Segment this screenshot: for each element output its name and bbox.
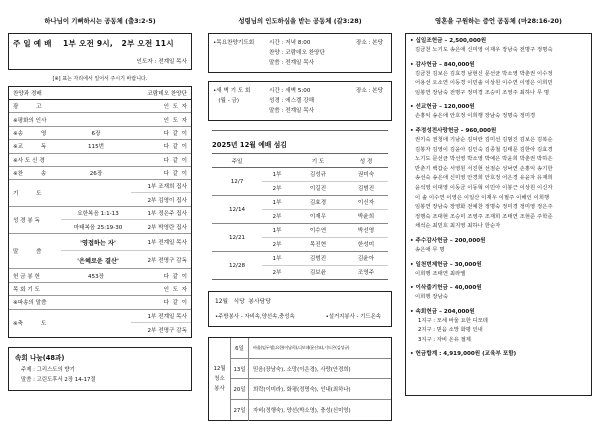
offering-section	[410, 37, 587, 56]
order-performer: 인 도 자	[163, 104, 187, 111]
kitchen-duty-box	[208, 291, 392, 327]
offering-names: 노기도 문선균 박선영 박소영 박예은 박윤희 박춘권 박하은	[415, 156, 553, 163]
offering-title: • 주수감사헌금 – 200,000원	[410, 237, 486, 244]
order-name: ※교 독	[13, 144, 47, 151]
dawn-prayer-box	[208, 81, 392, 121]
offering-section	[410, 61, 587, 99]
cleaning-duty-table	[208, 337, 392, 421]
worship-title: 주 일 예 배 1부 오전 9시, 2부 오전 11시	[13, 39, 174, 48]
schedule-bible: 한성미	[357, 242, 375, 249]
order-performer: 인 도 자	[163, 286, 187, 293]
schedule-row	[262, 224, 388, 238]
offering-section	[410, 103, 587, 122]
offering-title: • 헌금합계 : 4,919,000원 (교육부 포함)	[410, 351, 517, 358]
schedule-prayer: 이수연	[309, 228, 327, 235]
offering-names: 반춘기 백갑순 서영원 서진현 선점순 성낙연 손홍익 송기한	[415, 165, 553, 172]
schedule-part: 2부	[272, 214, 282, 221]
offering-section	[410, 284, 587, 303]
cell-group-theme: 주제 : 그리스도의 향기	[21, 366, 75, 373]
sermon-second-preacher: 2부 전명구 감독	[147, 258, 187, 265]
right-column	[405, 0, 592, 396]
cleaning-day: 20일	[231, 379, 249, 399]
order-name: 기 도	[13, 191, 42, 198]
thursday-place: 장소 : 본당	[355, 40, 383, 46]
offering-names: 채석순 최민호 최지영 최하나 한순자	[415, 223, 501, 230]
side-service: 봉사	[214, 386, 225, 392]
offering-names: 윤석영 이대영 이동금 이동혁 이민아 이봉근 이상원 이신자	[415, 184, 553, 191]
order-performer: 다 같 이	[163, 300, 187, 307]
offering-section	[410, 237, 587, 256]
schedule-row	[262, 266, 388, 280]
offering-names: 손홍익 송은애 안호정 이희행 장남숙 정명숙 정미경	[415, 113, 536, 120]
order-performer: 다 같 이	[163, 144, 187, 151]
schedule-prayer: 김효경	[309, 200, 327, 207]
offering-names: 정행숙 조대현 조승미 조영주 조재희 조태연 조현준 주학준	[415, 213, 553, 220]
order-name: ※찬 송	[13, 171, 47, 178]
order-performer: 다 같 이	[163, 130, 187, 137]
offering-names: 어용선 오소연 이동경 이민솔 이상원 이수연 이영은 이희민	[415, 80, 553, 87]
offering-title: • 일천번제헌금 – 30,000원	[410, 261, 482, 268]
worship-box	[8, 33, 192, 70]
offering-names: 이희행 장남숙	[415, 294, 449, 301]
cleaning-names: 자비(정행숙), 양선(박소영), 충성(신미영)	[253, 408, 351, 415]
kitchen-cook: •주방봉사 - 자비속,양선속,충성속	[215, 314, 295, 320]
schedule-part: 2부	[272, 270, 282, 277]
schedule-rows	[262, 252, 388, 279]
schedule-title: 2025년 12월 예배 섬김	[212, 141, 287, 149]
cell-group-title: 속회 나눔(48과)	[15, 353, 65, 362]
benediction-second: 2부 전명구 감독	[147, 327, 187, 334]
order-name: ※축 도	[13, 321, 47, 328]
order-name: ※사 도 신 경	[13, 157, 45, 164]
offering-names: 이 솔 이수연 이영은 이일산 이재우 이필주 이해인 이희행	[415, 194, 550, 201]
schedule-part: 1부	[272, 228, 282, 235]
mid-heading: 성령님의 인도하심을 받는 공동체 (갈3:28)	[238, 17, 362, 25]
order-row	[9, 296, 191, 309]
service-schedule-table	[212, 153, 388, 280]
schedule-group	[212, 224, 388, 252]
order-performer: 다 같 이	[163, 171, 187, 178]
offering-section	[410, 308, 587, 346]
standing-note: [※] 표는 자리에서 일어서 주시기 바랍니다.	[52, 76, 148, 82]
schedule-rows	[262, 168, 388, 195]
schedule-group	[212, 196, 388, 224]
schedule-group	[212, 252, 388, 279]
order-row	[9, 283, 191, 296]
schedule-bible: 이신자	[357, 200, 375, 207]
offering-names: 임봉연 장남숙 장영화 전예찬 정명숙 정미경 정미영 정은주	[415, 204, 553, 211]
order-name: 광 고	[13, 104, 42, 111]
left-column	[8, 0, 192, 391]
order-name: ※송 영	[13, 130, 47, 137]
schedule-prayer: 김보윤	[309, 270, 327, 277]
order-row-benediction	[9, 310, 191, 337]
schedule-row	[262, 196, 388, 210]
order-detail: 26장	[89, 171, 103, 178]
prayer-second-service: 2부 김영이 집사	[147, 198, 187, 205]
dawn-place: 장소 : 본당	[355, 88, 383, 94]
schedule-bible: 권미숙	[357, 172, 375, 179]
schedule-bible: 김범진	[357, 186, 375, 193]
scripture-first: 요한복음 1:1-13	[77, 211, 119, 218]
order-name: 목 회 기 도	[13, 286, 40, 293]
schedule-row	[262, 168, 388, 182]
cleaning-side-label	[209, 338, 231, 420]
side-month: 12월	[213, 366, 226, 372]
order-detail: 453장	[87, 273, 105, 280]
kitchen-title: 12월 식당 봉사담당	[215, 299, 271, 305]
order-name: ※평화의 인사	[13, 117, 47, 124]
schedule-part: 1부	[272, 256, 282, 263]
schedule-prayer: 목진현	[309, 242, 327, 249]
schedule-row	[262, 252, 388, 266]
order-name: 헌 금 봉 헌	[13, 273, 40, 280]
worship-leader: 인도자 : 전계일 목사	[136, 59, 187, 65]
scripture-first-reader: 1부 정은주 집사	[147, 211, 187, 218]
sermon-first-title: '영접하는 자'	[80, 239, 116, 247]
order-row-prayer	[9, 180, 191, 207]
offering-district: 2지구 : 믿음 소망 화평 인내	[418, 327, 483, 334]
order-detail: 6장	[91, 130, 101, 137]
cleaning-day: 13일	[231, 359, 249, 379]
schedule-bible: 박선영	[357, 228, 375, 235]
order-name: 성 경 봉 독	[13, 218, 40, 225]
right-heading: 영혼을 구원하는 증언 공동체 (마28:16-20)	[435, 17, 562, 25]
schedule-group	[212, 168, 388, 196]
side-clean: 청소	[214, 376, 225, 382]
order-row	[9, 113, 191, 126]
offering-title: • 선교헌금 – 120,000원	[410, 104, 475, 111]
schedule-rows	[262, 224, 388, 251]
benediction-first: 1부 전계일 목사	[147, 313, 187, 320]
dawn-word: 말씀 : 전계일 목사	[269, 108, 315, 114]
schedule-date: 12/21	[228, 234, 246, 241]
schedule-date: 12/14	[228, 206, 246, 213]
schedule-bible: 박윤희	[357, 214, 375, 221]
schedule-bible: 김윤아	[357, 256, 375, 263]
schedule-prayer: 김범진	[309, 256, 327, 263]
offering-names: 이희행 조태연 최라엘	[415, 270, 466, 277]
header-bible: 성 경	[359, 158, 373, 165]
schedule-part: 1부	[272, 200, 282, 207]
thursday-prayer-box	[208, 33, 392, 73]
thursday-praise: 찬양 : 코람데오 찬양단	[269, 50, 325, 56]
cleaning-row	[231, 400, 391, 421]
order-header-left: 찬양과 경배	[13, 91, 42, 97]
schedule-row	[262, 210, 388, 224]
schedule-date: 12/7	[230, 178, 244, 185]
cleaning-day: 6일	[231, 338, 249, 358]
dawn-time: 시간 : 새벽 5:00	[269, 88, 311, 94]
schedule-rows	[262, 196, 388, 223]
offering-section	[410, 350, 587, 359]
schedule-part: 2부	[272, 242, 282, 249]
sermon-second-title: '은혜로운 결산'	[77, 257, 119, 265]
offering-names: 김금천 김보은 김효경 남현신 문선균 박소영 박춘권 이수정	[415, 70, 553, 77]
prayer-first-service: 1부 조재희 집사	[147, 184, 187, 191]
order-performer: 다 같 이	[163, 157, 187, 164]
order-of-worship	[8, 86, 192, 338]
cleaning-row	[231, 379, 391, 400]
divider	[212, 130, 388, 131]
order-performer: 인 도 자	[163, 117, 187, 124]
schedule-prayer: 이길진	[309, 186, 327, 193]
header-prayer: 기 도	[311, 158, 325, 165]
schedule-date: 12/28	[228, 262, 246, 269]
dawn-bible: 성경 : 에스겔 강해	[269, 98, 315, 104]
order-header-right: 코람데오 찬양단	[147, 91, 187, 97]
thursday-label: •목요찬양기도회	[213, 40, 255, 46]
scripture-second-reader: 2부 박영란 집사	[147, 225, 187, 232]
offering-names: 송선숙 송은애 신미영 안경희 안호정 어은경 유윤자 유재희	[415, 175, 553, 182]
order-row	[9, 167, 191, 180]
middle-column	[208, 0, 392, 421]
order-performer: 다 같 이	[163, 273, 187, 280]
offering-names: 송은애 무 명	[415, 246, 445, 253]
cell-group-verse: 말씀 : 고린도후서 2장 14-17절	[21, 376, 96, 383]
offering-names: 권기숙 권청애 기남순 김덕란 김미선 김범진 김보은 김복순	[415, 136, 553, 143]
offering-title: • 이삭줍기헌금 – 40,000원	[410, 285, 482, 292]
offering-names: 임봉연 장남숙 전명구 정미경 조승미 조영주 최하나 무 명	[415, 89, 550, 96]
offering-section	[410, 261, 587, 280]
header-sunday: 주일	[231, 158, 243, 165]
order-name: 말 씀	[13, 249, 42, 256]
schedule-part: 1부	[272, 172, 282, 179]
thursday-word: 말씀 : 전계일 목사	[269, 60, 315, 66]
schedule-row	[262, 182, 388, 196]
order-row	[9, 140, 191, 153]
dawn-label: •새 벽 기 도 회 (월 - 금)	[213, 88, 251, 104]
cleaning-names: 바울(임두영),요한(이남희),디모데(윤선묘),기드온(김성규)	[253, 344, 350, 350]
order-detail: 115번	[87, 144, 105, 151]
cell-group-box	[8, 347, 192, 391]
order-row	[9, 127, 191, 140]
order-name: ※파송의 말씀	[13, 300, 47, 307]
thursday-time: 시간 : 저녁 8:00	[269, 40, 311, 46]
schedule-prayer: 김성규	[309, 172, 327, 179]
cleaning-names: 희락(이미라), 화평(정명숙), 인내(최하나)	[253, 387, 351, 394]
offering-title: • 십일조헌금 – 2,500,000원	[410, 38, 487, 44]
order-row-scripture	[9, 207, 191, 234]
left-heading: 하나님이 기뻐하시는 공동체 (출3:2-5)	[44, 17, 156, 25]
cleaning-names: 믿음(장남숙), 소망(이은경), 사랑(안경희)	[253, 366, 351, 373]
sermon-first-preacher: 1부 전계일 목사	[147, 240, 187, 247]
schedule-bible: 조영주	[357, 270, 375, 277]
cleaning-row	[231, 359, 391, 380]
order-header	[9, 87, 191, 100]
offering-box	[405, 33, 592, 396]
offering-section	[410, 127, 587, 232]
scripture-second: 마태복음 25:19-30	[73, 225, 123, 232]
order-row	[9, 269, 191, 282]
offering-district: 3지구 : 자비 온유 절제	[418, 336, 471, 343]
offering-district: 1지구 : 모세 바울 요한 디모데	[418, 317, 488, 324]
cleaning-row	[231, 338, 391, 359]
order-row	[9, 100, 191, 113]
offering-names: 김봉자 김영이 김윤아 김인숙 김종철 김태문 김한아 김효경	[415, 146, 553, 153]
schedule-header	[212, 154, 388, 168]
schedule-prayer: 이재우	[309, 214, 327, 221]
offering-title: • 감사헌금 – 840,000원	[410, 61, 475, 68]
offering-names: 김금천 노기도 송은애 신미영 이재우 장남숙 전명구 정명숙	[415, 47, 553, 53]
schedule-row	[262, 238, 388, 252]
schedule-part: 2부	[272, 186, 282, 193]
order-row	[9, 154, 191, 167]
order-row-sermon	[9, 234, 191, 269]
offering-title: • 주정성전사랑헌금 – 960,000원	[410, 127, 497, 134]
kitchen-dish: •설거지봉사 - 기드온속	[325, 314, 381, 320]
offering-title: • 속회헌금 – 204,000원	[410, 308, 475, 315]
cleaning-day: 27일	[231, 400, 249, 421]
